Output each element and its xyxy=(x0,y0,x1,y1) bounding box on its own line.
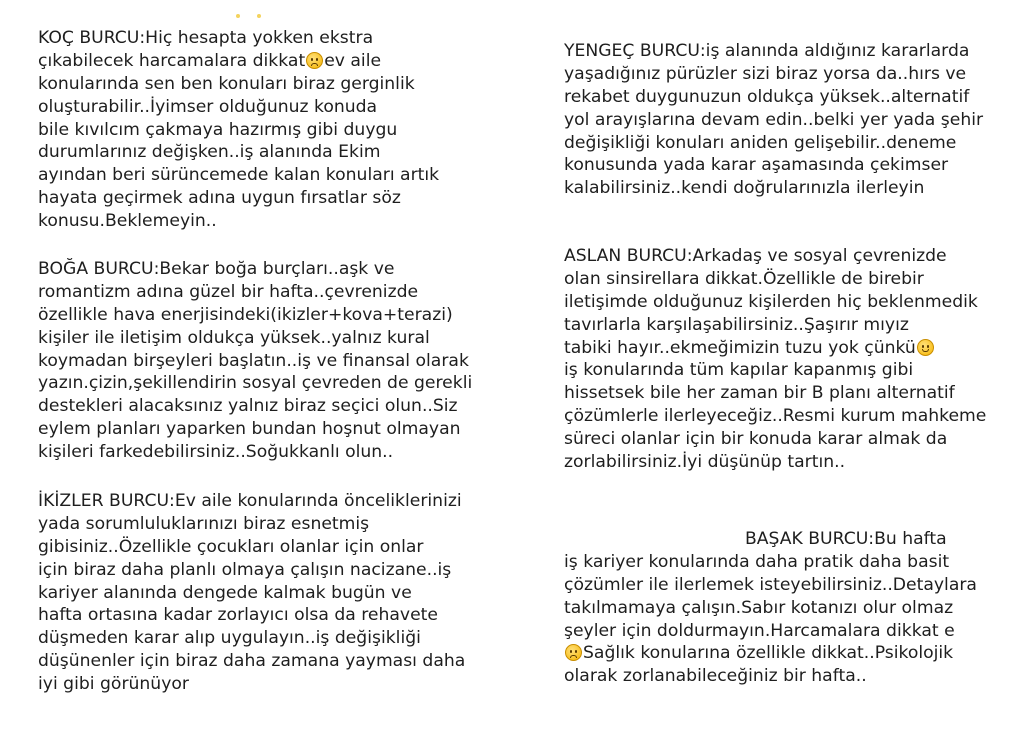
text-line: süreci olanlar için bir konuda karar almak da xyxy=(564,429,948,450)
text-line: düşünenler için biraz daha zamana yayması daha xyxy=(38,651,466,672)
text-line: iş konularında tüm kapılar kapanmış gibi xyxy=(564,360,914,381)
text-line: şeyler için doldurmayın.Harcamalara dikkat e xyxy=(564,620,955,641)
text-line: oluşturabilir..İyimser olduğunuz konuda xyxy=(38,96,378,117)
text-line: yada sorumluluklarınızı biraz esnetmiş xyxy=(38,513,370,534)
text-line: rekabet duygunuzun oldukça yüksek..alternatif xyxy=(564,86,970,107)
text-line: düşmeden karar alıp uygulayın..iş değişikliği xyxy=(38,628,421,649)
sad-face-emoji-icon xyxy=(306,52,323,69)
text-segment: tabiki hayır..ekmeğimizin tuzu yok çünkü xyxy=(564,337,916,358)
smiling-face-emoji-icon xyxy=(917,339,934,356)
text-line xyxy=(564,642,977,665)
text-line: kalabilirsiniz..kendi doğrularınızla ilerleyin xyxy=(564,178,925,199)
sad-face-emoji-icon xyxy=(565,644,582,661)
text-line: olarak zorlanabileceğiniz bir hafta.. xyxy=(564,666,867,687)
text-line: hafta ortasına kadar zorlayıcı olsa da rehavete xyxy=(38,605,438,626)
text-line: bile kıvılcım çakmaya hazırmış gibi duygu xyxy=(38,119,398,140)
text-line: iyi gibi görünüyor xyxy=(38,674,189,695)
decorative-dot-2 xyxy=(257,14,261,18)
text-line: YENGEÇ BURCU:iş alanında aldığınız kararlarda xyxy=(564,41,970,61)
text-line: romantizm adına güzel bir hafta..çevrenizde xyxy=(38,281,419,302)
text-line: konularında sen ben konuları biraz gerginlik xyxy=(38,73,415,94)
text-segment: ev aile xyxy=(324,50,382,71)
text-line: değişikliği konuları aniden gelişebilir..deneme xyxy=(564,132,957,153)
text-line: olan sinsirellara dikkat.Özellikle de birebir xyxy=(564,268,924,289)
text-line: koymadan birşeyleri başlatın..iş ve finansal olarak xyxy=(38,350,469,371)
text-line: ayından beri sürüncemede kalan konuları artık xyxy=(38,165,440,186)
ikizler-burcu-paragraph xyxy=(38,490,465,696)
text-line: BOĞA BURCU:Bekar boğa burçları..aşk ve xyxy=(38,259,395,279)
text-line: kişiler ile iletişim oldukça yüksek..yalnız kural xyxy=(38,327,430,348)
text-line xyxy=(38,50,439,73)
text-line xyxy=(564,337,986,360)
text-line: çözümler ile ilerlemek isteyebilirsiniz..Detaylara xyxy=(564,574,977,595)
text-line: yazın.çizin,şekillendirin sosyal çevreden de gerekli xyxy=(38,373,473,394)
koc-burcu-paragraph xyxy=(38,27,439,233)
text-line: gibisiniz..Özellikle çocukları olanlar için onlar xyxy=(38,536,424,557)
decorative-dot-1 xyxy=(236,14,240,18)
text-line: takılmamaya çalışın.Sabır kotanızı olur olmaz xyxy=(564,597,954,618)
text-line: konusu.Beklemeyin.. xyxy=(38,211,217,232)
text-line: çözümlerle ilerleyeceğiz..Resmi kurum mahkeme xyxy=(564,406,987,427)
text-line: iletişimde olduğunuz kişilerden hiç beklenmedik xyxy=(564,291,978,312)
text-line: iş kariyer konularında daha pratik daha basit xyxy=(564,551,950,572)
text-line: durumlarınız değişken..iş alanında Ekim xyxy=(38,142,381,163)
text-line: özellikle hava enerjisindeki(ikizler+kova+terazi) xyxy=(38,304,453,325)
yengec-burcu-paragraph xyxy=(564,40,983,200)
text-line: KOÇ BURCU:Hiç hesapta yokken ekstra xyxy=(38,28,374,48)
text-line: yaşadığınız pürüzler sizi biraz yorsa da..hırs ve xyxy=(564,63,967,84)
text-line: için biraz daha planlı olmaya çalışın nacizane..iş xyxy=(38,559,452,580)
text-line: eylem planları yaparken bundan hoşnut olmayan xyxy=(38,419,461,440)
text-line: ASLAN BURCU:Arkadaş ve sosyal çevrenizde xyxy=(564,246,947,266)
text-segment: çıkabilecek harcamalara dikkat xyxy=(38,50,306,71)
basak-burcu-paragraph xyxy=(564,528,977,688)
text-line: kariyer alanında dengede kalmak bugün ve xyxy=(38,582,412,603)
text-line: tavırlarla karşılaşabilirsiniz..Şaşırır mıyız xyxy=(564,314,909,335)
text-line: hissetsek bile her zaman bir B planı alternatif xyxy=(564,383,955,404)
text-segment: BAŞAK BURCU:Bu hafta xyxy=(745,529,947,549)
text-line: zorlabilirsiniz.İyi düşünüp tartın.. xyxy=(564,452,846,473)
text-line: konusunda yada karar aşamasında çekimser xyxy=(564,155,949,176)
text-segment: Sağlık konularına özellikle dikkat..Psikolojik xyxy=(583,643,954,664)
text-line: hayata geçirmek adına uygun fırsatlar söz xyxy=(38,188,401,209)
boga-burcu-paragraph xyxy=(38,258,472,464)
text-line: İKİZLER BURCU:Ev aile konularında önceliklerinizi xyxy=(38,491,462,511)
text-line: yol arayışlarına devam edin..belki yer yada şehir xyxy=(564,109,984,130)
text-line xyxy=(564,528,977,551)
text-line: destekleri alacaksınız yalnız biraz seçici olun..Siz xyxy=(38,396,458,417)
text-line: kişileri farkedebilirsiniz..Soğukkanlı olun.. xyxy=(38,442,394,463)
aslan-burcu-paragraph xyxy=(564,245,986,474)
